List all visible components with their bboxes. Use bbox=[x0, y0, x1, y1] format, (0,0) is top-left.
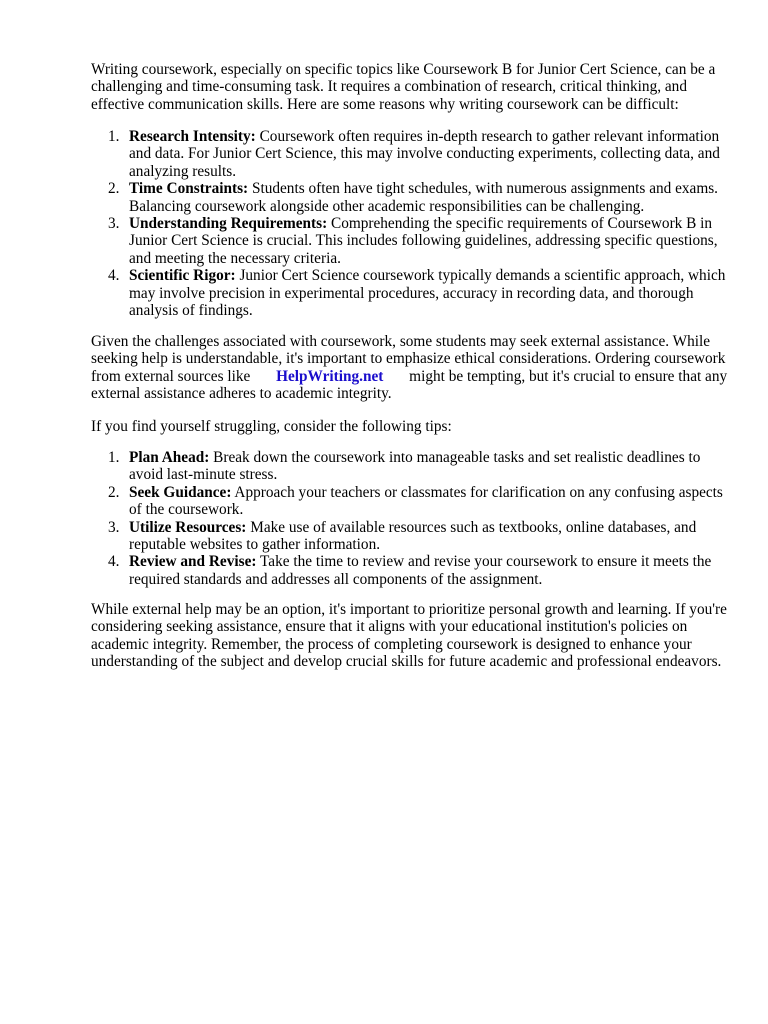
list-item-title: Research Intensity: bbox=[129, 128, 256, 145]
list-item-text: Take the time to review and revise your coursework to ensure it meets the required standards and addresses all components of the assignment. bbox=[129, 553, 712, 588]
list-number: 4. bbox=[108, 267, 120, 285]
tips-intro: If you find yourself struggling, consider the following tips: bbox=[91, 418, 452, 435]
assistance-text-before: Given the challenges associated with coursework, some students may seek external assistance. While seeking help is understandable, it's important to emphasize ethical considerations. Ordering coursework from external sources like bbox=[91, 333, 726, 385]
list-item-text: Approach your teachers or classmates for clarification on any confusing aspects of the coursework. bbox=[129, 483, 723, 519]
list-item-text: Junior Cert Science coursework typically demands a scientific approach, which may involve precision in experimental procedures, accuracy in recording data, and thorough analysis of findings. bbox=[129, 267, 726, 320]
list-item bbox=[91, 267, 731, 319]
list-number: 3. bbox=[108, 518, 120, 536]
list-item-title: Review and Revise: bbox=[129, 553, 257, 571]
intro-paragraph: Writing coursework, especially on specific topics like Coursework B for Junior Cert Science, can be a challenging and time-consuming task. It requires a combination of research, critical thinking, and effective communication skills. Here are some reasons why writing coursework can be difficult: bbox=[91, 61, 716, 113]
list-item-title: Time Constraints: bbox=[129, 180, 249, 198]
list-number: 4. bbox=[108, 553, 120, 571]
list-number: 2. bbox=[108, 180, 120, 198]
list-item-text: Coursework often requires in-depth research to gather relevant information and data. For Junior Cert Science, this may involve conducting experiments, collecting data, and analyzing results. bbox=[129, 128, 720, 180]
list-item-text: Students often have tight schedules, with numerous assignments and exams. Balancing coursework alongside other academic responsibilities can be challenging. bbox=[129, 180, 719, 215]
list-item-text: Make use of available resources such as textbooks, online databases, and reputable websites to gather information. bbox=[129, 518, 697, 554]
conclusion-paragraph: While external help may be an option, it's important to prioritize personal growth and learning. If you're considering seeking assistance, ensure that it aligns with your educational institution's policies on academic integrity. Remember, the process of completing coursework is designed to enhance your understanding of the subject and develop crucial skills for future academic and professional endeavors. bbox=[91, 601, 727, 671]
list-item bbox=[91, 180, 731, 215]
list-item-title: Utilize Resources: bbox=[129, 518, 247, 536]
list-item-title: Seek Guidance: bbox=[129, 483, 232, 501]
list-item-title: Understanding Requirements: bbox=[129, 215, 328, 233]
assistance-paragraph bbox=[91, 333, 731, 403]
list-item bbox=[91, 449, 731, 484]
list-number: 3. bbox=[108, 215, 120, 233]
list-item-title: Scientific Rigor: bbox=[129, 267, 236, 285]
list-number: 1. bbox=[108, 449, 120, 466]
list-item bbox=[91, 215, 731, 267]
assistance-text-after: might be tempting, but it's crucial to ensure that any external assistance adheres to academic integrity. bbox=[91, 367, 728, 403]
list-item bbox=[91, 519, 731, 554]
tips-list bbox=[91, 449, 731, 588]
list-item bbox=[91, 128, 731, 180]
list-number: 1. bbox=[108, 128, 120, 145]
list-item bbox=[91, 484, 731, 519]
difficulties-list bbox=[91, 128, 731, 319]
list-item-text: Break down the coursework into manageable tasks and set realistic deadlines to avoid last-minute stress. bbox=[129, 449, 701, 484]
list-item bbox=[91, 553, 731, 588]
list-item-text: Comprehending the specific requirements of Coursework B in Junior Cert Science is crucial. This includes following guidelines, addressing specific questions, and meeting the necessary criteria. bbox=[129, 215, 718, 267]
list-number: 2. bbox=[108, 483, 120, 501]
helpwriting-link[interactable]: HelpWriting.net bbox=[276, 367, 384, 385]
list-item-title: Plan Ahead: bbox=[129, 449, 210, 466]
